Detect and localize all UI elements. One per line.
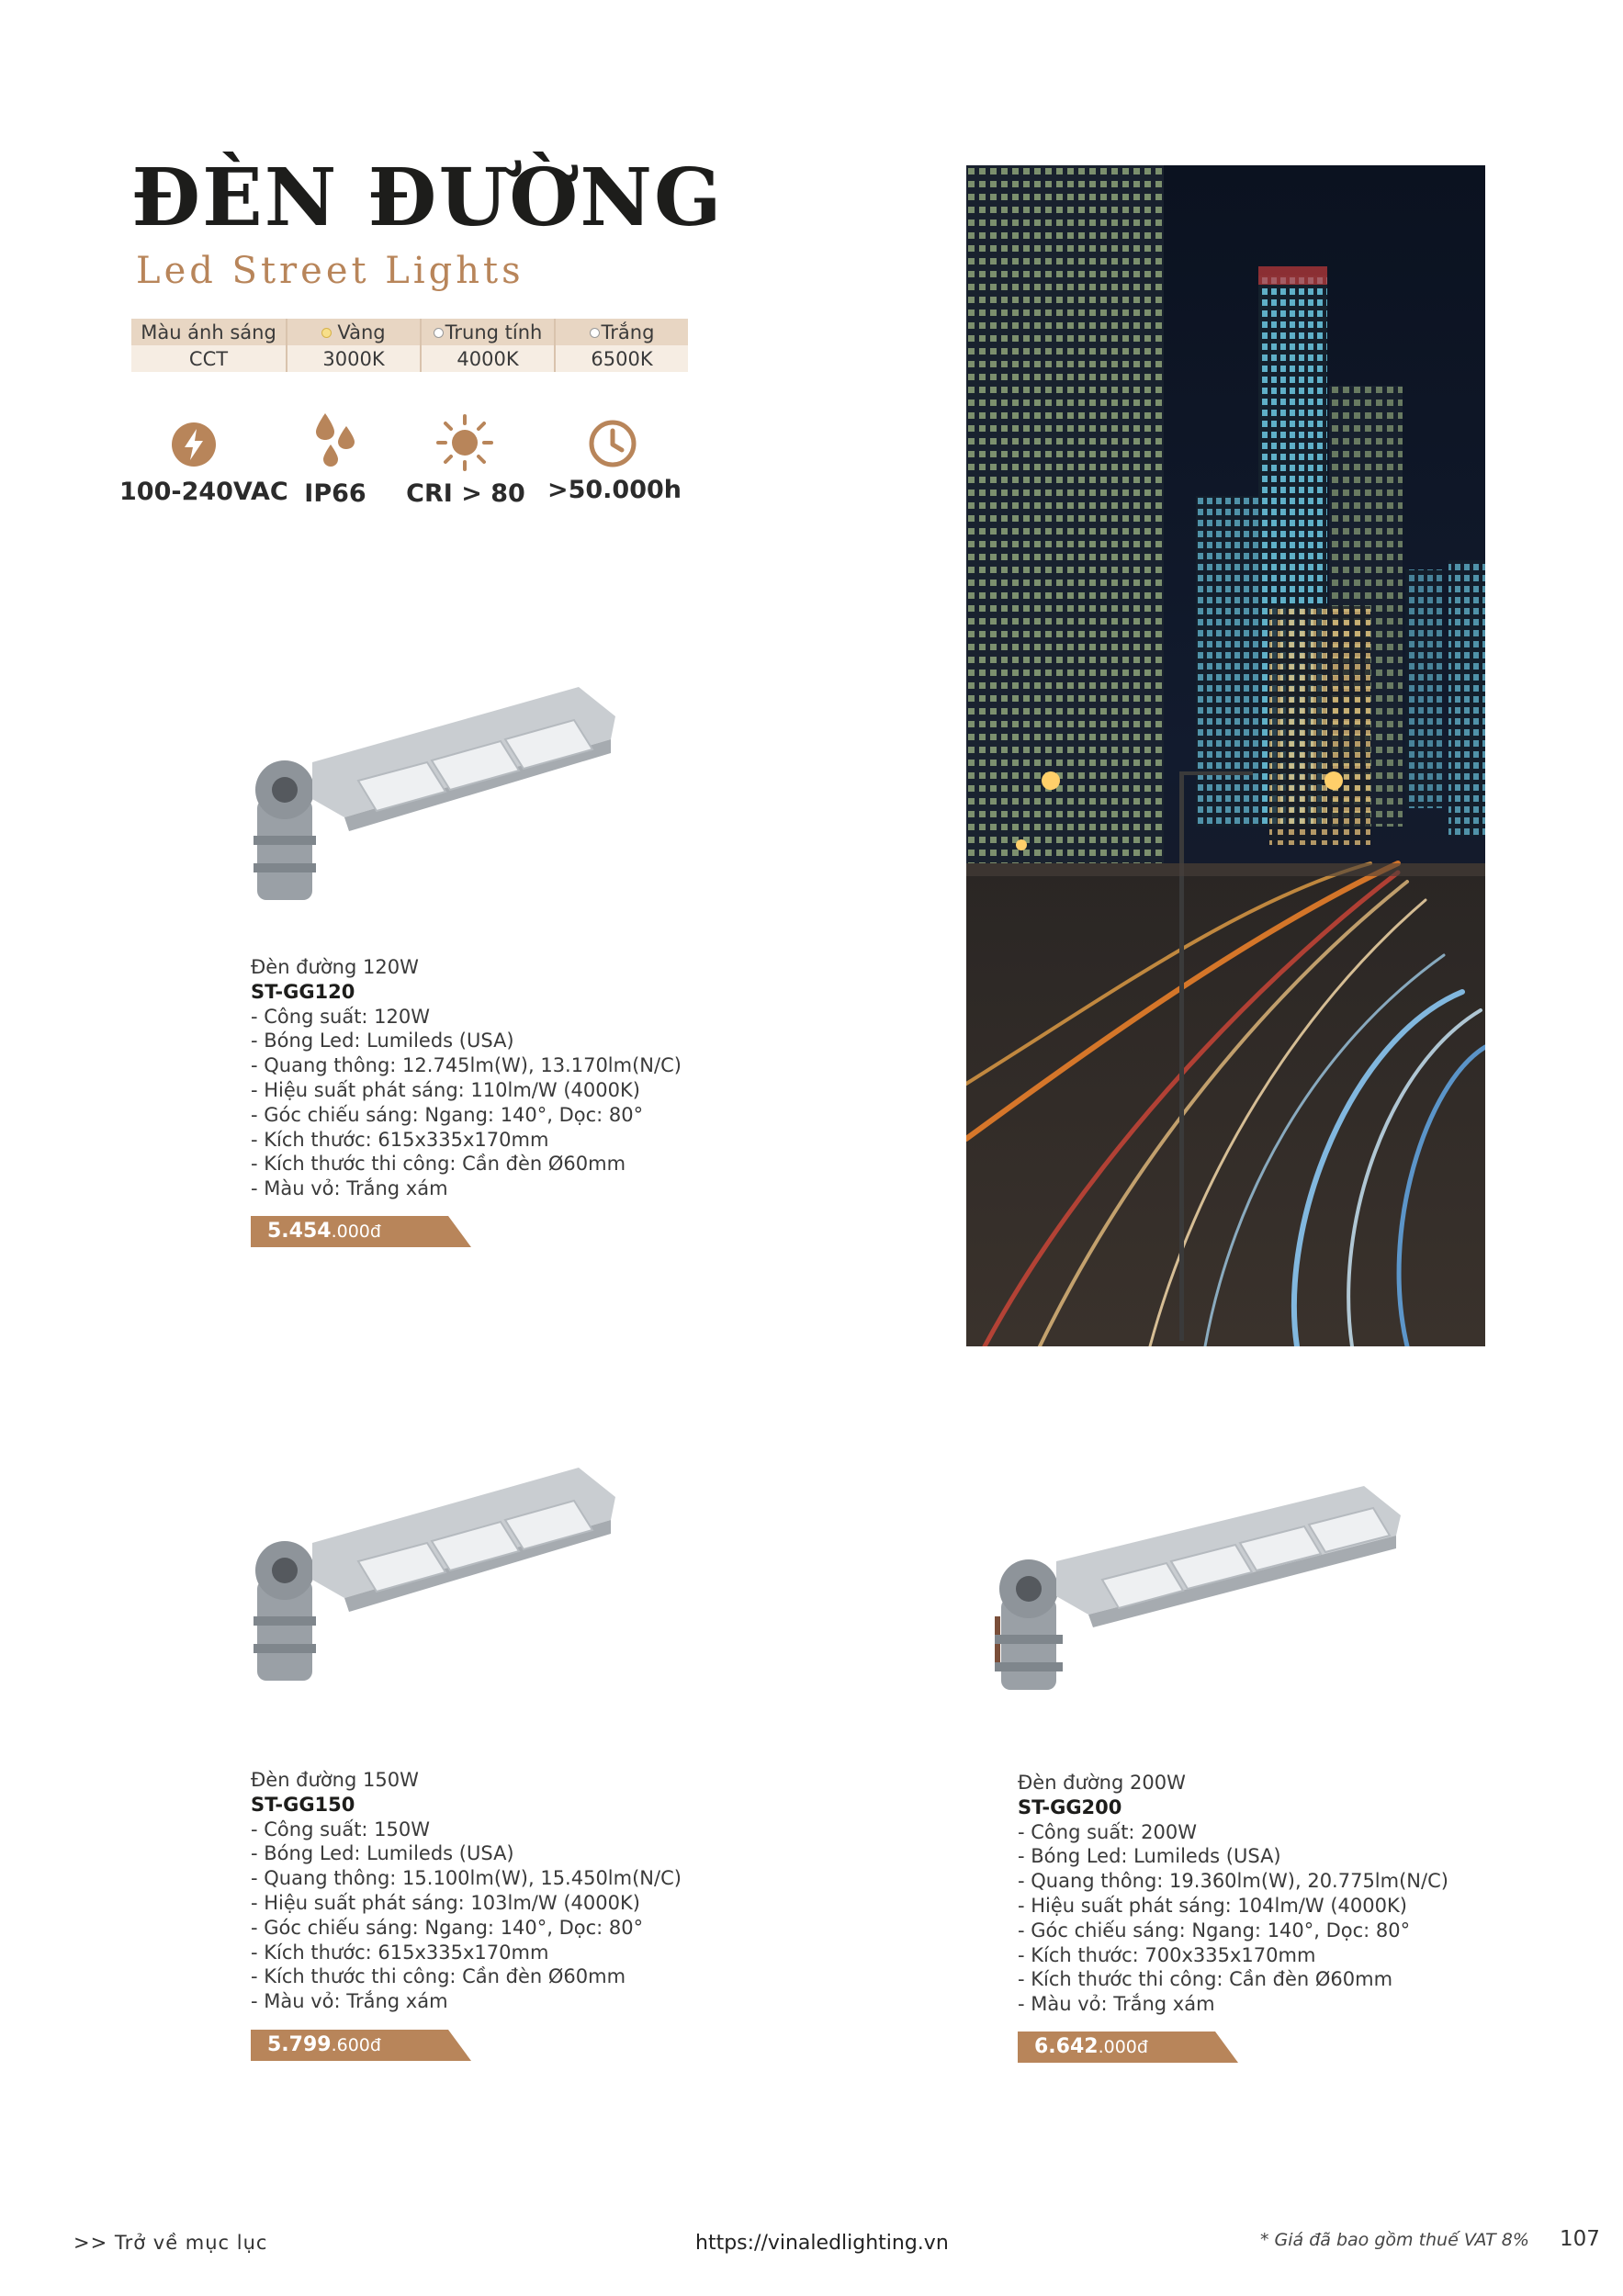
spec-line: - Hiệu suất phát sáng: 110lm/W (4000K) bbox=[251, 1078, 640, 1101]
spec-line: - Bóng Led: Lumileds (USA) bbox=[1018, 1845, 1281, 1868]
price-tag-200w bbox=[1018, 2032, 1238, 2063]
page-title: ĐÈN ĐƯỜNG bbox=[131, 152, 724, 244]
white-dot-icon bbox=[590, 328, 600, 338]
spec-line: - Góc chiếu sáng: Ngang: 140°, Dọc: 80° bbox=[251, 1103, 644, 1126]
sun-icon bbox=[435, 413, 494, 472]
spec-line: - Màu vỏ: Trắng xám bbox=[1018, 1993, 1215, 2016]
price-main: 5.799 bbox=[267, 2033, 332, 2056]
cct-value-white: 6500K bbox=[555, 345, 688, 372]
neutral-dot-icon bbox=[434, 328, 444, 338]
spec-cri: CRI > 80 bbox=[406, 479, 525, 508]
spec-line: - Kích thước thi công: Cần đèn Ø60mm bbox=[251, 1153, 626, 1176]
spec-line: - Góc chiếu sáng: Ngang: 140°, Dọc: 80° bbox=[251, 1916, 644, 1939]
street-light-120w-image bbox=[248, 680, 625, 909]
product-120w bbox=[251, 955, 710, 1201]
spec-line: - Kích thước: 615x335x170mm bbox=[251, 1128, 549, 1151]
spec-line: - Bóng Led: Lumileds (USA) bbox=[251, 1030, 514, 1052]
product-model: ST-GG120 bbox=[251, 980, 355, 1003]
price-decimals: .000đ bbox=[331, 1221, 381, 1242]
product-model: ST-GG150 bbox=[251, 1793, 355, 1816]
page-subtitle: Led Street Lights bbox=[136, 250, 524, 292]
cct-row-label-color: Màu ánh sáng bbox=[131, 319, 287, 345]
clock-icon bbox=[588, 419, 637, 468]
cct-table-value-row bbox=[131, 345, 688, 372]
vat-note: * Giá đã bao gồm thuế VAT 8% bbox=[1260, 2230, 1529, 2250]
product-name: Đèn đường 120W bbox=[251, 956, 419, 978]
product-name: Đèn đường 150W bbox=[251, 1769, 419, 1791]
spec-line: - Hiệu suất phát sáng: 104lm/W (4000K) bbox=[1018, 1894, 1407, 1917]
yellow-dot-icon bbox=[321, 328, 332, 338]
price-tag-150w bbox=[251, 2030, 471, 2061]
product-name: Đèn đường 200W bbox=[1018, 1772, 1186, 1794]
spec-line: - Quang thông: 15.100lm(W), 15.450lm(N/C) bbox=[251, 1867, 682, 1890]
lightning-icon bbox=[170, 421, 218, 468]
spec-line: - Quang thông: 12.745lm(W), 13.170lm(N/C) bbox=[251, 1054, 682, 1077]
spec-line: - Quang thông: 19.360lm(W), 20.775lm(N/C) bbox=[1018, 1870, 1448, 1893]
spec-line: - Màu vỏ: Trắng xám bbox=[251, 1990, 448, 2013]
spec-line: - Kích thước thi công: Cần đèn Ø60mm bbox=[251, 1965, 626, 1988]
cct-table-header-row bbox=[131, 319, 688, 345]
spec-line: - Kích thước: 615x335x170mm bbox=[251, 1941, 549, 1964]
cct-table bbox=[131, 319, 688, 372]
cct-col-yellow: Vàng bbox=[287, 319, 421, 345]
spec-line: - Công suất: 200W bbox=[1018, 1820, 1198, 1843]
street-light-150w-image bbox=[248, 1460, 625, 1690]
product-model: ST-GG200 bbox=[1018, 1795, 1122, 1818]
spec-lifetime: >50.000h bbox=[547, 476, 682, 504]
city-night-photo bbox=[966, 165, 1485, 1346]
product-200w bbox=[1018, 1771, 1495, 2017]
spec-line: - Kích thước: 700x335x170mm bbox=[1018, 1943, 1316, 1966]
street-light-200w-image bbox=[987, 1479, 1410, 1699]
water-drops-icon bbox=[312, 411, 358, 472]
spec-line: - Công suất: 120W bbox=[251, 1005, 431, 1028]
back-to-index-link[interactable]: >> Trở về mục lục bbox=[73, 2232, 268, 2254]
cct-col-neutral: Trung tính bbox=[421, 319, 555, 345]
spec-line: - Góc chiếu sáng: Ngang: 140°, Dọc: 80° bbox=[1018, 1919, 1411, 1941]
price-tag-120w bbox=[251, 1216, 471, 1247]
cct-value-neutral: 4000K bbox=[421, 345, 555, 372]
spec-line: - Hiệu suất phát sáng: 103lm/W (4000K) bbox=[251, 1891, 640, 1914]
cct-value-yellow: 3000K bbox=[287, 345, 421, 372]
cct-col-white: Trắng bbox=[555, 319, 688, 345]
price-main: 6.642 bbox=[1034, 2035, 1099, 2058]
product-150w bbox=[251, 1768, 710, 2014]
spec-ip-rating: IP66 bbox=[304, 479, 366, 508]
page-number: 107 bbox=[1560, 2227, 1600, 2251]
spec-line: - Bóng Led: Lumileds (USA) bbox=[251, 1842, 514, 1865]
spec-line: - Công suất: 150W bbox=[251, 1818, 431, 1840]
spec-voltage: 100-240VAC bbox=[119, 478, 288, 506]
spec-line: - Kích thước thi công: Cần đèn Ø60mm bbox=[1018, 1968, 1393, 1991]
spec-line: - Màu vỏ: Trắng xám bbox=[251, 1177, 448, 1200]
website-link[interactable]: https://vinaledlighting.vn bbox=[695, 2232, 949, 2255]
cct-row-label-cct: CCT bbox=[131, 345, 287, 372]
price-main: 5.454 bbox=[267, 1220, 332, 1243]
price-decimals: .600đ bbox=[331, 2035, 381, 2055]
price-decimals: .000đ bbox=[1098, 2037, 1148, 2057]
